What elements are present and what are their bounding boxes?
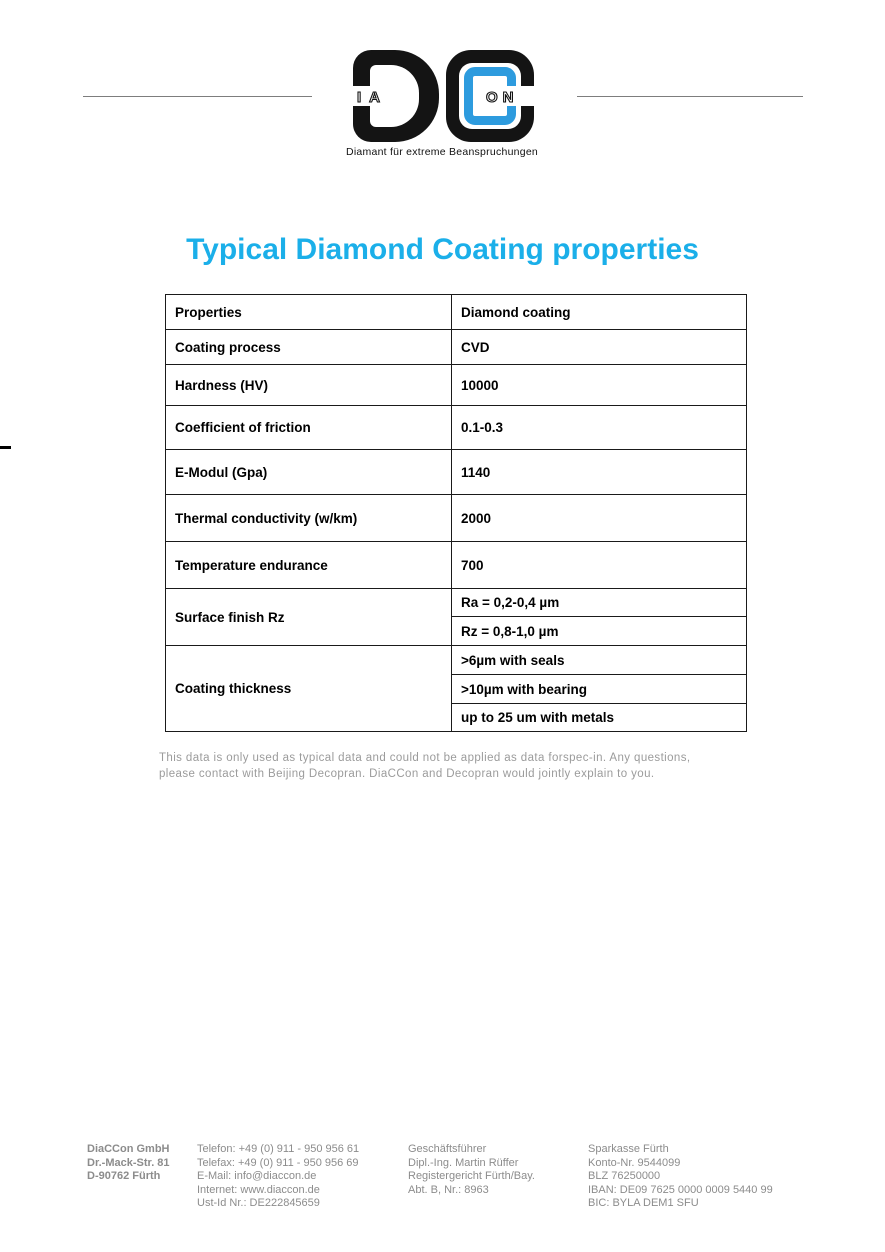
diaccon-logo-glyphs (351, 50, 541, 142)
disclaimer-note (159, 750, 759, 782)
footer-line: D-90762 Fürth (87, 1170, 161, 1182)
logo-d-letter-band (352, 86, 400, 106)
value-cell: 700 (452, 542, 747, 589)
header-cell-properties: Properties (166, 295, 452, 330)
footer-line: Abt. B, Nr.: 8963 (408, 1183, 489, 1196)
value-cell: CVD (452, 330, 747, 365)
footer-line: Dipl.-Ing. Martin Rüffer (408, 1156, 519, 1169)
value-cell: up to 25 um with metals (452, 704, 747, 732)
footer-contact-column (197, 1143, 359, 1211)
page-title: Typical Diamond Coating properties (186, 233, 699, 266)
footer-bank-column (588, 1143, 773, 1211)
property-cell: Coating process (166, 330, 452, 365)
logo-c-letter-band (478, 86, 535, 106)
disclaimer-line: This data is only used as typical data and could not be applied as data forspec-in. Any questions, (159, 752, 691, 764)
table-row (166, 542, 747, 589)
footer-line: IBAN: DE09 7625 0000 0009 5440 99 (588, 1183, 773, 1196)
footer-line: Ust-Id Nr.: DE222845659 (197, 1197, 320, 1209)
header-rule-right (577, 96, 803, 97)
logo-tagline: Diamant für extreme Beanspruchungen (346, 146, 539, 158)
logo-letters-ia: IA (357, 89, 388, 106)
value-cell: >6µm with seals (452, 646, 747, 675)
disclaimer-line: please contact with Beijing Decopran. DiaCCon and Decopran would jointly explain to you. (159, 768, 655, 780)
footer-line: Geschäftsführer (408, 1143, 487, 1155)
header-cell-diamond-coating: Diamond coating (452, 295, 747, 330)
footer-line: BIC: BYLA DEM1 SFU (588, 1197, 699, 1209)
header-rule-left (83, 96, 312, 97)
footer-legal-column (408, 1143, 535, 1197)
footer-line: Konto-Nr. 9544099 (588, 1156, 681, 1169)
logo-c-glyph (446, 50, 534, 142)
footer-line: Registergericht Fürth/Bay. (408, 1170, 535, 1182)
diaccon-logo (346, 50, 541, 158)
property-cell: E-Modul (Gpa) (166, 450, 452, 495)
value-cell: 1140 (452, 450, 747, 495)
value-cell: 10000 (452, 365, 747, 406)
value-cell: >10µm with bearing (452, 675, 747, 704)
footer-line: Internet: www.diaccon.de (197, 1183, 320, 1196)
footer-line: Dr.-Mack-Str. 81 (87, 1156, 170, 1169)
table-row (166, 450, 747, 495)
logo-letters-on: ON (486, 89, 519, 106)
footer-line: Sparkasse Fürth (588, 1143, 669, 1155)
table-row (166, 589, 747, 617)
property-cell: Temperature endurance (166, 542, 452, 589)
footer-line: Telefax: +49 (0) 911 - 950 956 69 (197, 1156, 359, 1169)
value-cell: Rz = 0,8-1,0 µm (452, 617, 747, 646)
logo-d-glyph (353, 50, 439, 142)
table-row (166, 495, 747, 542)
property-cell: Surface finish Rz (166, 589, 452, 646)
page-fold-mark (0, 446, 11, 449)
property-cell: Coating thickness (166, 646, 452, 732)
value-cell: Ra = 0,2-0,4 µm (452, 589, 747, 617)
properties-table (165, 294, 747, 732)
property-cell: Coefficient of friction (166, 406, 452, 450)
table-row (166, 330, 747, 365)
footer-address-column (87, 1143, 170, 1184)
footer-line: E-Mail: info@diaccon.de (197, 1170, 317, 1182)
value-cell: 0.1-0.3 (452, 406, 747, 450)
property-cell: Thermal conductivity (w/km) (166, 495, 452, 542)
footer-line: BLZ 76250000 (588, 1170, 661, 1182)
table-row (166, 646, 747, 675)
table-row (166, 406, 747, 450)
table-row (166, 365, 747, 406)
table-header-row (166, 295, 747, 330)
value-cell: 2000 (452, 495, 747, 542)
property-cell: Hardness (HV) (166, 365, 452, 406)
footer-line: Telefon: +49 (0) 911 - 950 956 61 (197, 1143, 360, 1155)
footer-line: DiaCCon GmbH (87, 1143, 170, 1155)
